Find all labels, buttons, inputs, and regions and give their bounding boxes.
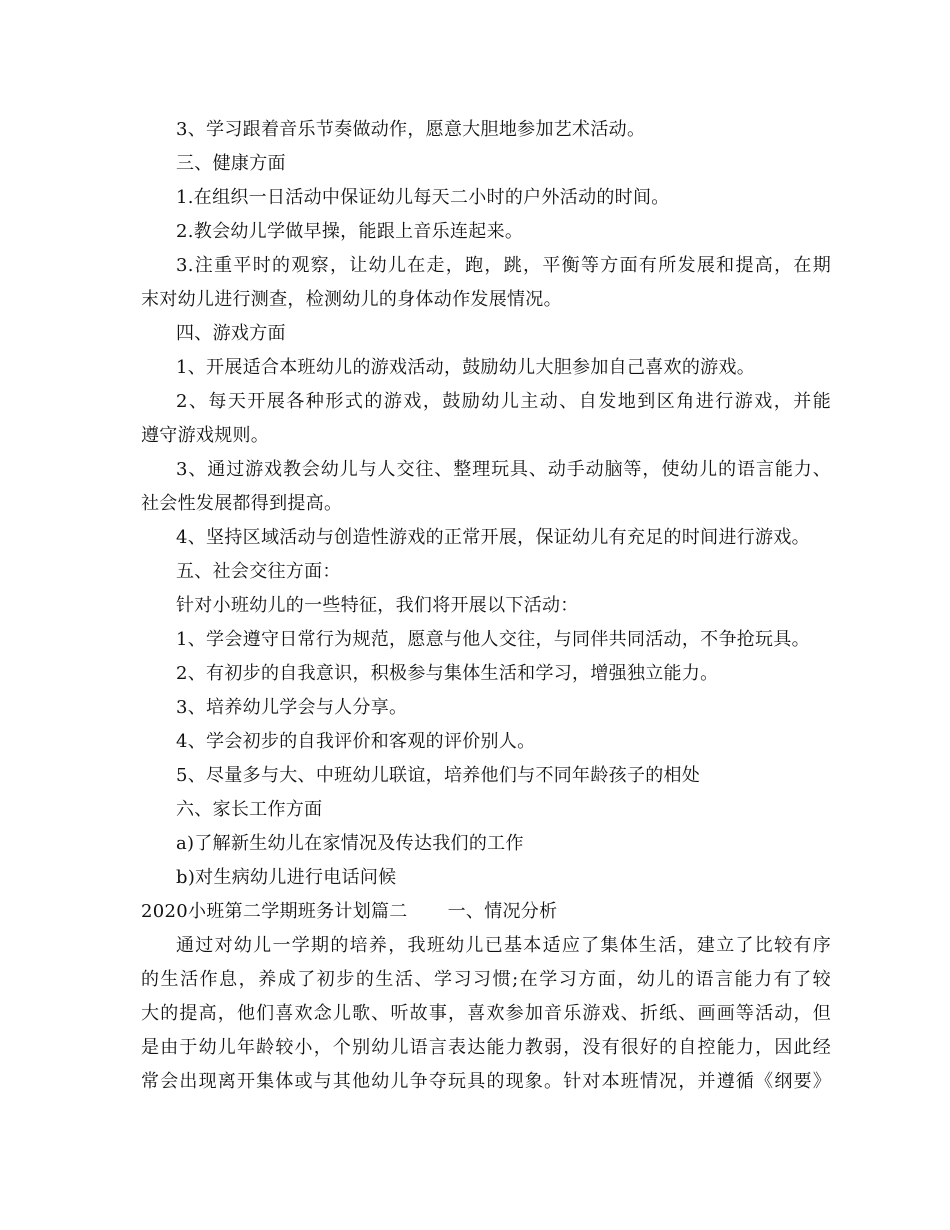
- section-heading: 六、家长工作方面: [176, 799, 323, 820]
- text-line: 社会性发展都得到提高。: [141, 493, 343, 514]
- section-heading: 三、健康方面: [176, 153, 286, 174]
- text-line: 2.教会幼儿学做早操，能跟上音乐连起来。: [176, 221, 524, 242]
- text-line: 末对幼儿进行测查，检测幼儿的身体动作发展情况。: [141, 289, 562, 310]
- section-title: 2020小班第二学期班务计划篇二: [141, 901, 408, 922]
- paragraph-line: 的生活作息，养成了初步的生活、学习习惯;在学习方面，幼儿的语言能力有了较: [141, 969, 831, 990]
- text-line: 3、通过游戏教会幼儿与人交往、整理玩具、动手动脑等，使幼儿的语言能力、: [176, 459, 831, 480]
- text-line: 1、开展适合本班幼儿的游戏活动，鼓励幼儿大胆参加自己喜欢的游戏。: [176, 357, 756, 378]
- text-line: 3.注重平时的观察，让幼儿在走，跑，跳，平衡等方面有所发展和提高，在期: [176, 255, 831, 276]
- text-line: 3、学习跟着音乐节奏做动作，愿意大胆地参加艺术活动。: [176, 119, 646, 140]
- text-line: 2、有初步的自我意识，积极参与集体生活和学习，增强独立能力。: [176, 663, 719, 684]
- text-line: a)了解新生幼儿在家情况及传达我们的工作: [176, 833, 524, 854]
- text-line: 1.在组织一日活动中保证幼儿每天二小时的户外活动的时间。: [176, 187, 670, 208]
- paragraph-line: 大的提高，他们喜欢念儿歌、听故事，喜欢参加音乐游戏、折纸、画画等活动，但: [141, 1003, 831, 1024]
- text-line: 3、培养幼儿学会与人分享。: [176, 697, 408, 718]
- text-line: 4、坚持区域活动与创造性游戏的正常开展，保证幼儿有充足的时间进行游戏。: [176, 527, 810, 548]
- text-line: 5、尽量多与大、中班幼儿联谊，培养他们与不同年龄孩子的相处: [176, 765, 701, 786]
- section-title-line: [141, 900, 557, 924]
- paragraph-line: 通过对幼儿一学期的培养，我班幼儿已基本适应了集体生活，建立了比较有序: [176, 935, 831, 956]
- section-heading: 四、游戏方面: [176, 323, 286, 344]
- text-line: 4、学会初步的自我评价和客观的评价别人。: [176, 731, 536, 752]
- text-line: 2、每天开展各种形式的游戏，鼓励幼儿主动、自发地到区角进行游戏，并能: [176, 391, 831, 412]
- paragraph-line: 是由于幼儿年龄较小，个别幼儿语言表达能力教弱，没有很好的自控能力，因此经: [141, 1037, 831, 1058]
- text-line: 1、学会遵守日常行为规范，愿意与他人交往，与同伴共同活动，不争抢玩具。: [176, 629, 810, 650]
- text-line: b)对生病幼儿进行电话问候: [176, 867, 397, 888]
- text-line: 遵守游戏规则。: [141, 425, 270, 446]
- section-subtitle: 一、情况分析: [447, 901, 558, 922]
- paragraph-line: 常会出现离开集体或与其他幼儿争夺玩具的现象。针对本班情况，并遵循《纲要》: [141, 1071, 831, 1092]
- text-line: 针对小班幼儿的一些特征，我们将开展以下活动：: [176, 595, 579, 616]
- section-heading: 五、社会交往方面：: [176, 561, 341, 582]
